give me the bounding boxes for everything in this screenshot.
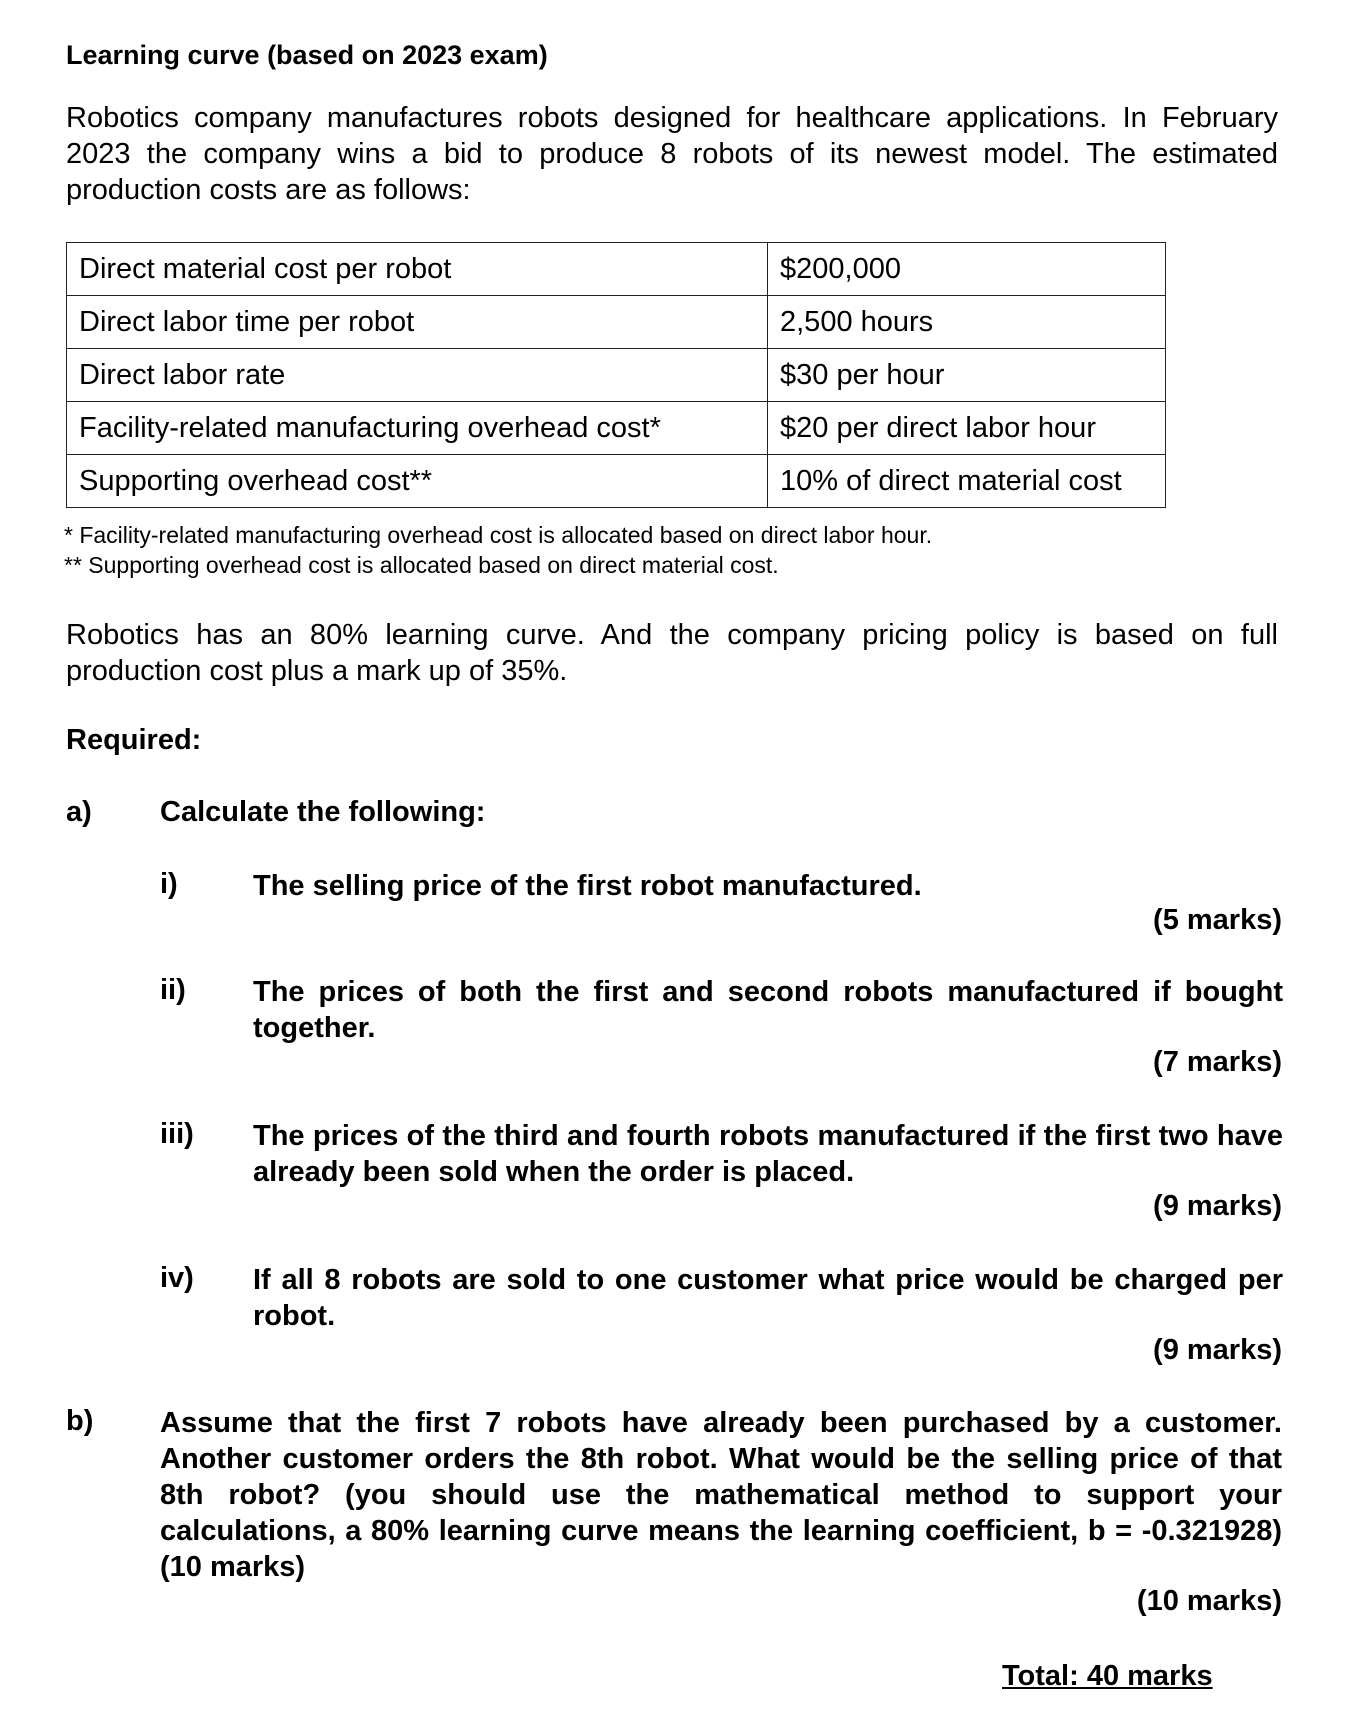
- cost-value: $200,000: [768, 243, 1166, 296]
- cost-item: Direct material cost per robot: [67, 243, 768, 296]
- part-b-text: Assume that the first 7 robots have already been purchased by a customer. Another customer orders the 8th robot. What would be the selling price of that 8th robot? (you should use the mathematical method to support your calculations, a 80% learning curve means the learning coefficient, b = -0.321928) (10 marks): [160, 1407, 1282, 1583]
- question-label: ii): [160, 974, 186, 1006]
- required-heading: Required:: [66, 724, 202, 756]
- question-text: The selling price of the first robot manufactured.: [253, 870, 922, 902]
- footnote-supporting: ** Supporting overhead cost is allocated based on direct material cost.: [64, 552, 779, 578]
- cost-item: Direct labor time per robot: [67, 296, 768, 349]
- question-label: iv): [160, 1262, 194, 1294]
- question-label: iii): [160, 1118, 194, 1150]
- question-marks: (7 marks): [1153, 1046, 1282, 1078]
- part-a-label: a): [66, 796, 92, 828]
- part-b-label: b): [66, 1405, 94, 1437]
- part-a-heading: Calculate the following:: [160, 796, 486, 828]
- table-row: [67, 243, 1166, 296]
- cost-value: $20 per direct labor hour: [768, 402, 1166, 455]
- question-text: The prices of the third and fourth robots manufactured if the first two have already been sold when the order is placed.: [253, 1120, 1283, 1188]
- learning-paragraph: Robotics has an 80% learning curve. And the company pricing policy is based on full production cost plus a mark up of 35%.: [66, 619, 1278, 687]
- table-row: [67, 349, 1166, 402]
- question-text: If all 8 robots are sold to one customer what price would be charged per robot.: [253, 1264, 1283, 1332]
- cost-value: $30 per hour: [768, 349, 1166, 402]
- cost-table: [66, 242, 1166, 508]
- footnote-facility: * Facility-related manufacturing overhead cost is allocated based on direct labor hour.: [64, 522, 933, 548]
- page-title: Learning curve (based on 2023 exam): [66, 40, 548, 70]
- question-text: The prices of both the first and second robots manufactured if bought together.: [253, 976, 1283, 1044]
- question-marks: (9 marks): [1153, 1190, 1282, 1222]
- total-marks: Total: 40 marks: [1002, 1660, 1213, 1692]
- cost-item: Supporting overhead cost**: [67, 455, 768, 508]
- question-label: i): [160, 868, 178, 900]
- cost-value: 2,500 hours: [768, 296, 1166, 349]
- table-row: [67, 402, 1166, 455]
- question-marks: (5 marks): [1153, 904, 1282, 936]
- intro-paragraph: Robotics company manufactures robots designed for healthcare applications. In February 2023 the company wins a bid to produce 8 robots of its newest model. The estimated production costs are as follows:: [66, 102, 1278, 206]
- cost-item: Facility-related manufacturing overhead cost*: [67, 402, 768, 455]
- table-row: [67, 296, 1166, 349]
- table-row: [67, 455, 1166, 508]
- cost-value: 10% of direct material cost: [768, 455, 1166, 508]
- question-marks: (9 marks): [1153, 1334, 1282, 1366]
- cost-item: Direct labor rate: [67, 349, 768, 402]
- part-b-marks: (10 marks): [1136, 1585, 1282, 1617]
